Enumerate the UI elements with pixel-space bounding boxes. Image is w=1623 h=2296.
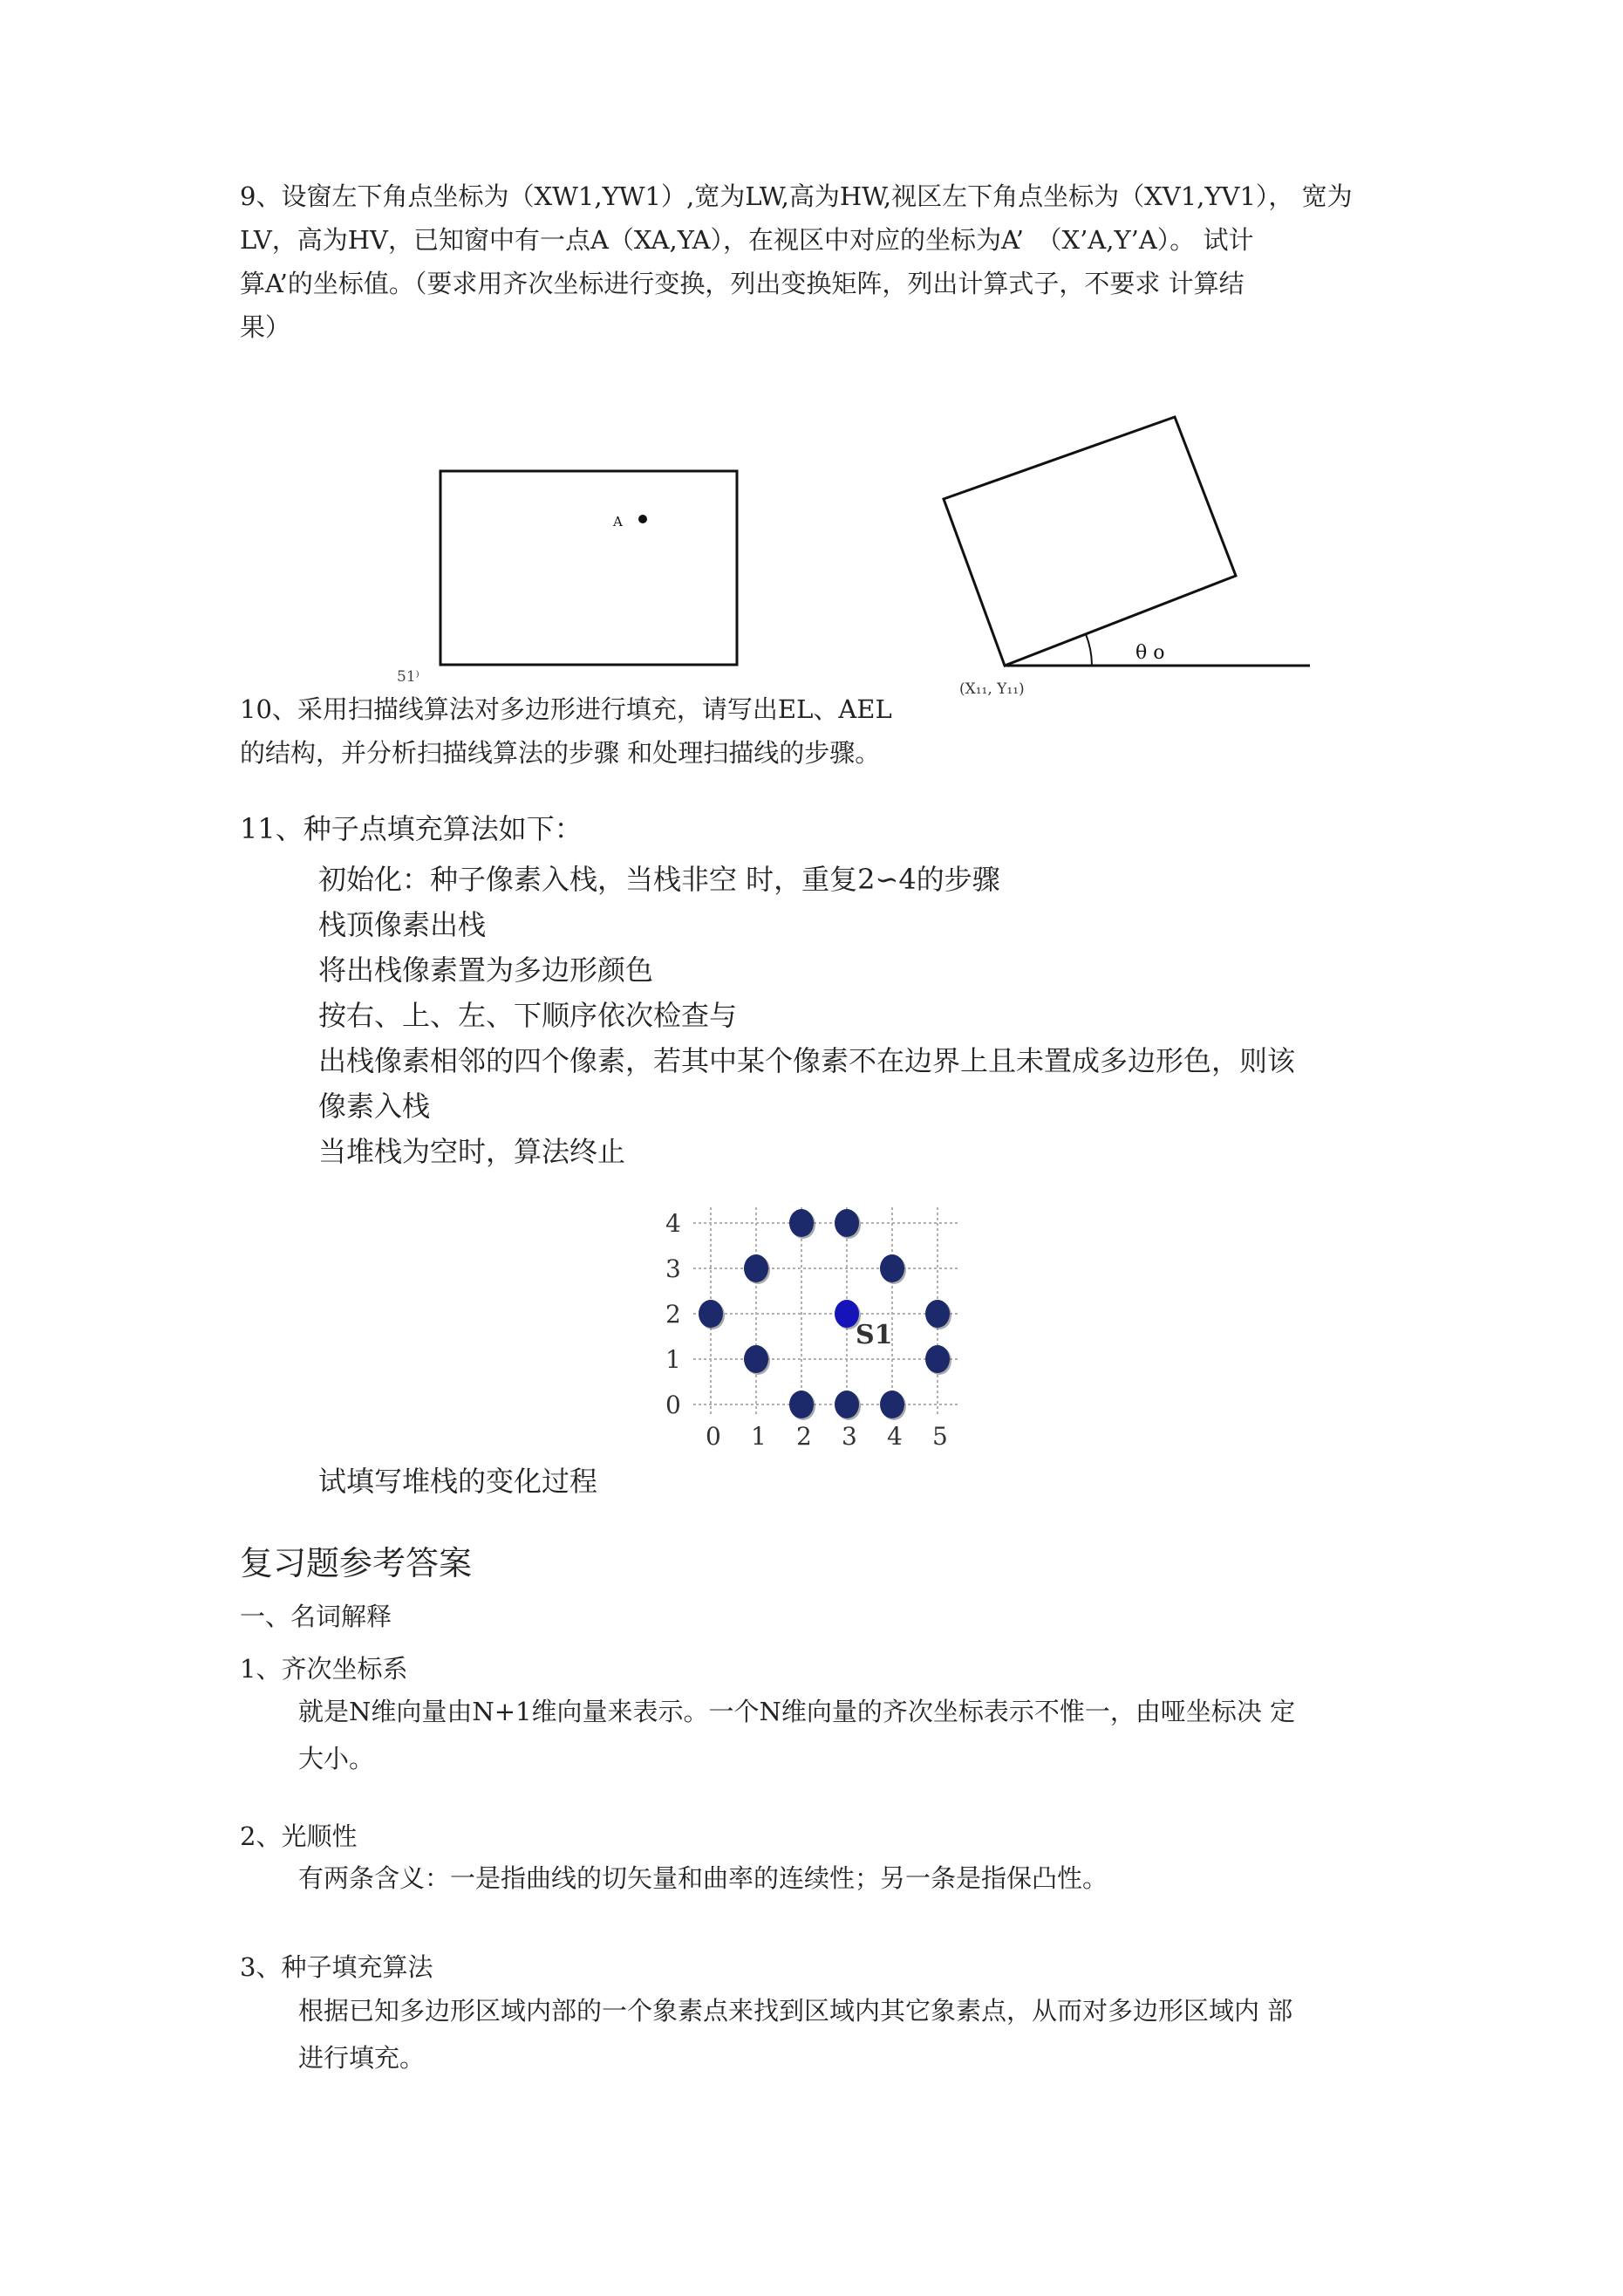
- window-figure: [432, 467, 746, 685]
- boundary-pixel: [880, 1254, 904, 1282]
- boundary-pixel: [744, 1345, 768, 1373]
- text-line: 的结构，并分析扫描线算法的步骤 和处理扫描线的步骤。: [240, 738, 881, 768]
- answer-3-body: [298, 1987, 1292, 2081]
- x-tick-label: 1: [751, 1422, 767, 1451]
- text-line: 果）: [240, 312, 291, 342]
- answer-1-title: 1、齐次坐标系: [240, 1654, 408, 1684]
- answer-1-body: [298, 1688, 1295, 1782]
- text-line: 就是N维向量由N+1维向量来表示。一个N维向量的齐次坐标表示不惟一，由哑坐标决 定: [298, 1697, 1296, 1726]
- x-tick-label: 4: [887, 1422, 903, 1451]
- pixel-grid-figure: [658, 1182, 972, 1461]
- text-line: 根据已知多边形区域内部的一个象素点来找到区域内其它象素点，从而对多边形区域内 部: [298, 1996, 1293, 2026]
- angle-arc: [1086, 634, 1092, 666]
- y-tick-label: 4: [665, 1209, 681, 1238]
- text-line: 算A’的坐标值。（要求用齐次坐标进行变换，列出变换矩阵，列出计算式子，不要求 计算结: [240, 269, 1245, 298]
- boundary-pixel: [699, 1300, 723, 1328]
- boundary-pixel: [925, 1345, 950, 1373]
- step-line: 将出栈像素置为多边形颜色: [318, 953, 654, 987]
- boundary-pixel: [925, 1300, 950, 1328]
- x-tick-label: 5: [932, 1422, 948, 1451]
- boundary-pixel: [880, 1391, 904, 1418]
- boundary-pixel: [789, 1391, 814, 1418]
- text-line: 9、设窗左下角点坐标为（XW1,YW1）,宽为LW,高为HW,视区左下角点坐标为（XV1,YV1）， 宽为: [240, 181, 1353, 211]
- step-line: 初始化：种子像素入栈，当栈非空 时，重复2∽4的步骤: [318, 863, 1000, 896]
- text-line: 10、采用扫描线算法对多边形进行填充，请写出EL、AEL: [240, 694, 892, 724]
- origin-label: (X₁₁, Y₁₁): [959, 680, 1025, 698]
- text-line: 大小。: [298, 1744, 375, 1773]
- window-rectangle: [440, 471, 737, 665]
- point-a-marker: [638, 515, 647, 523]
- y-tick-label: 3: [665, 1254, 681, 1283]
- algorithm-steps: [318, 857, 1295, 1174]
- answer-2-body: [298, 1856, 1108, 1900]
- text-line: LV，高为HV，已知窗中有一点A（XA,YA），在视区中对应的坐标为A’ （X’A,Y’A）。 试计: [240, 225, 1254, 255]
- boundary-pixel: [835, 1209, 859, 1237]
- section-title: 一、名词解释: [240, 1602, 392, 1631]
- x-tick-label: 2: [796, 1422, 812, 1451]
- angle-label: θ o: [1135, 642, 1165, 664]
- boundary-pixel: [835, 1391, 859, 1418]
- viewport-figure: [933, 406, 1317, 720]
- answer-3-title: 3、种子填充算法: [240, 1952, 433, 1982]
- question-10-text: [240, 687, 892, 775]
- x-tick-label: 0: [706, 1422, 721, 1451]
- step-line: 栈顶像素出栈: [318, 908, 487, 941]
- text-line: 有两条含义：一是指曲线的切矢量和曲率的连续性；另一条是指保凸性。: [298, 1863, 1108, 1893]
- task-text: 试填写堆栈的变化过程: [318, 1465, 598, 1498]
- point-a-label: A: [613, 514, 623, 530]
- answers-heading: 复习题参考答案: [240, 1544, 473, 1582]
- y-tick-label: 1: [665, 1345, 681, 1374]
- text-line: 进行填充。: [298, 2043, 426, 2073]
- x-tick-label: 3: [842, 1422, 857, 1451]
- answer-2-title: 2、光顺性: [240, 1821, 358, 1851]
- boundary-pixel: [744, 1254, 768, 1282]
- boundary-pixel: [789, 1209, 814, 1237]
- step-line: 按右、上、左、下顺序依次检查与: [318, 999, 738, 1032]
- corner-label: 51⁾: [397, 668, 419, 686]
- question-9-text: [240, 174, 1353, 349]
- y-tick-label: 0: [665, 1391, 681, 1419]
- viewport-rectangle: [944, 417, 1236, 666]
- step-line: 当堆栈为空时，算法终止: [318, 1135, 626, 1168]
- seed-label: S1: [856, 1320, 893, 1350]
- question-11-title: 11、种子点填充算法如下：: [240, 812, 583, 845]
- step-line: 像素入栈: [318, 1090, 431, 1123]
- y-tick-label: 2: [665, 1300, 681, 1329]
- step-line: 出栈像素相邻的四个像素，若其中某个像素不在边界上且未置成多边形色，则该: [318, 1044, 1296, 1077]
